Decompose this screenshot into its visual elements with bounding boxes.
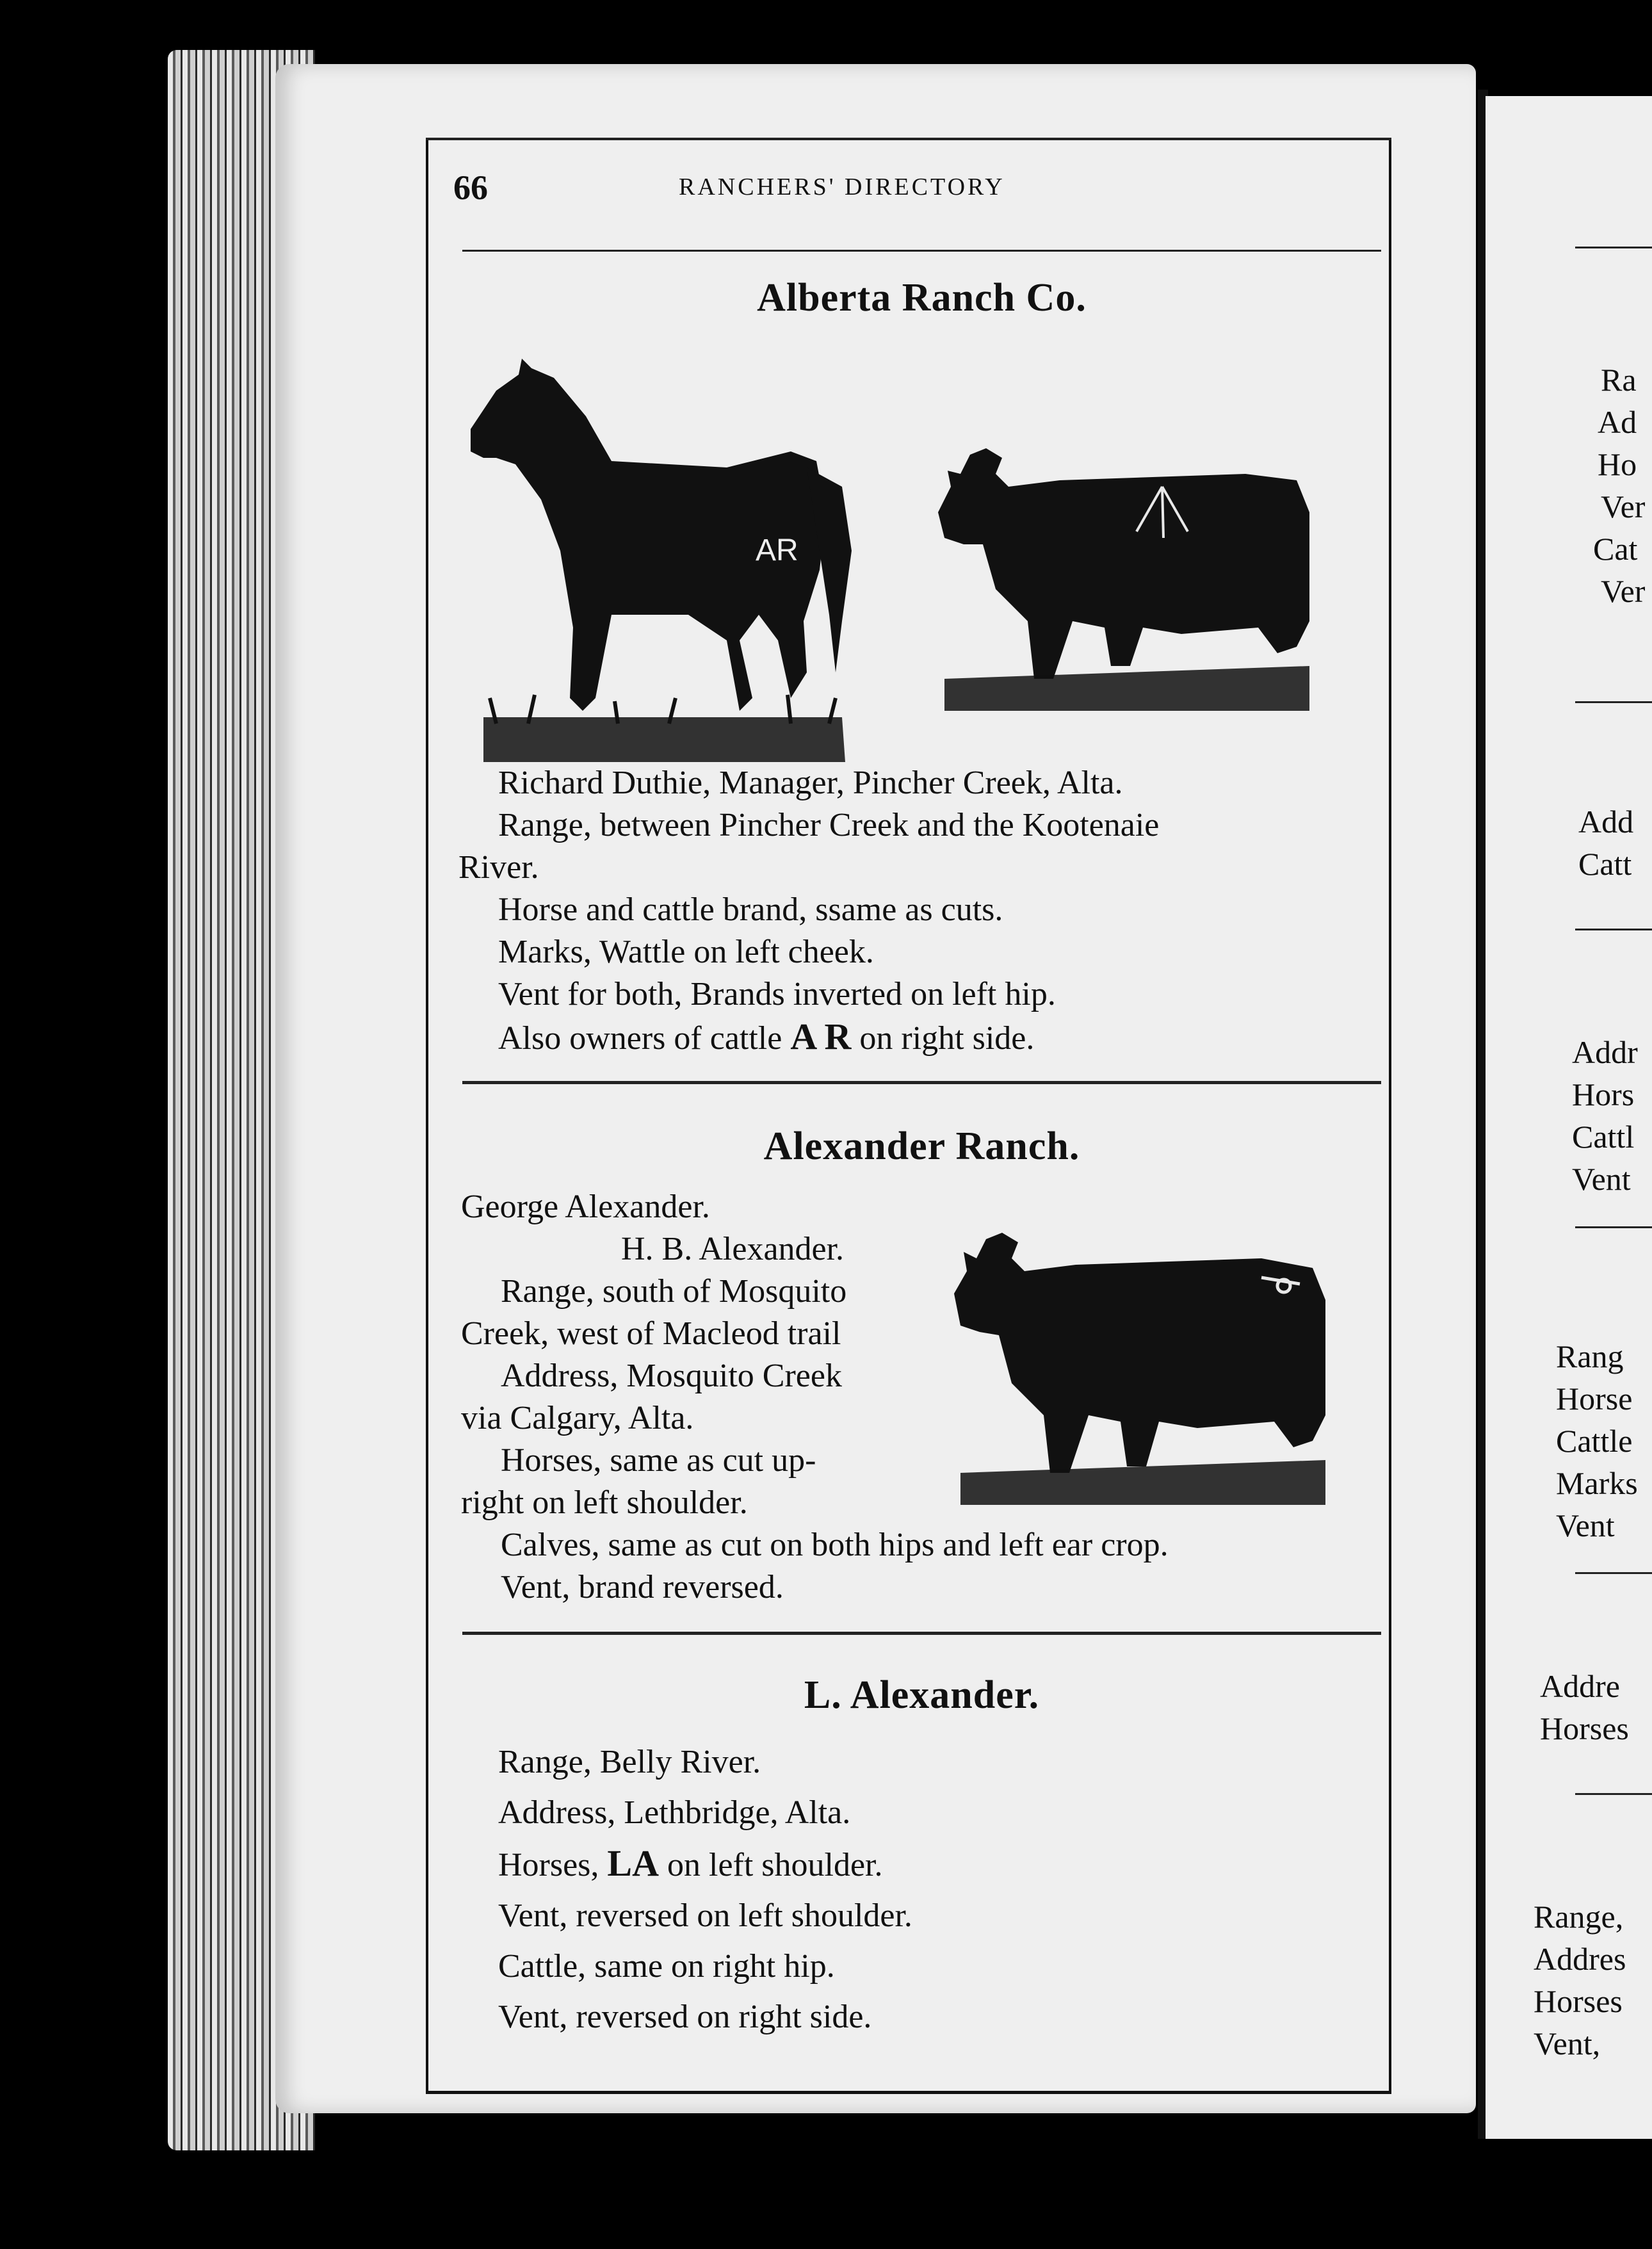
facing-fragment: Range, bbox=[1534, 1899, 1624, 1935]
facing-block-6 bbox=[1534, 1896, 1626, 2065]
facing-fragment: Vent bbox=[1572, 1161, 1631, 1197]
facing-fragment: Hors bbox=[1572, 1076, 1635, 1112]
facing-rule bbox=[1575, 1572, 1652, 1574]
running-head: RANCHERS' DIRECTORY bbox=[679, 174, 1005, 200]
entry-title: Alexander Ranch. bbox=[763, 1124, 1080, 1168]
facing-fragment: Addres bbox=[1534, 1941, 1626, 1977]
section-rule bbox=[462, 1081, 1381, 1084]
entry-title: Alberta Ranch Co. bbox=[757, 276, 1087, 320]
entry-line: Vent, reversed on left shoulder. bbox=[498, 1897, 912, 1934]
page-frame-top-rule bbox=[426, 138, 1391, 140]
facing-fragment: Vent bbox=[1556, 1507, 1615, 1543]
facing-fragment: Ver bbox=[1601, 489, 1646, 524]
entry-line bbox=[498, 1838, 912, 1890]
facing-block-3 bbox=[1572, 1031, 1638, 1200]
entry-line: Marks, Wattle on left cheek. bbox=[498, 934, 874, 970]
horse-brand-mark: AR bbox=[756, 533, 798, 567]
directory-page bbox=[275, 64, 1476, 2113]
text-after-brand: on right side. bbox=[859, 1020, 1035, 1057]
cow-illustration-1 bbox=[925, 410, 1335, 768]
facing-fragment: Vent, bbox=[1534, 2026, 1601, 2061]
entry-line: Address, Lethbridge, Alta. bbox=[498, 1794, 851, 1831]
facing-fragment: Horses bbox=[1540, 1710, 1629, 1746]
facing-block-5 bbox=[1540, 1665, 1629, 1750]
text-before-brand: Also owners of cattle bbox=[498, 1020, 782, 1057]
entry-line: Horse and cattle brand, ssame as cuts. bbox=[498, 891, 1003, 928]
text-before-brand: Horses, bbox=[498, 1847, 599, 1883]
facing-fragment: Cattl bbox=[1572, 1119, 1635, 1155]
entry-line: Vent for both, Brands inverted on left hip. bbox=[498, 976, 1056, 1012]
page-number: 66 bbox=[453, 168, 488, 207]
entry-line: Vent, brand reversed. bbox=[501, 1569, 784, 1605]
entry-line: Vent, reversed on right side. bbox=[498, 1999, 872, 2035]
entry-line: River. bbox=[458, 849, 539, 886]
entry-line: Cattle, same on right hip. bbox=[498, 1948, 835, 1985]
facing-fragment: Addr bbox=[1572, 1034, 1638, 1070]
entry-line: Creek, west of Macleod trail bbox=[461, 1315, 841, 1352]
entry-line: Range, south of Mosquito bbox=[501, 1273, 847, 1310]
entry-1-text bbox=[458, 762, 1160, 1060]
facing-fragment: Rang bbox=[1556, 1338, 1624, 1374]
facing-block-1 bbox=[1593, 359, 1646, 612]
facing-fragment: Marks bbox=[1556, 1465, 1638, 1501]
entry-title: L. Alexander. bbox=[804, 1673, 1040, 1717]
facing-fragment: Ho bbox=[1598, 446, 1637, 482]
entry-3-text bbox=[498, 1737, 912, 2042]
entry-line: Calves, same as cut on both hips and left ear crop. bbox=[501, 1527, 1169, 1563]
facing-fragment: Ra bbox=[1601, 362, 1637, 398]
facing-fragment: Horses bbox=[1534, 1983, 1623, 2019]
section-rule bbox=[462, 1632, 1381, 1635]
facing-rule bbox=[1575, 247, 1652, 248]
facing-rule bbox=[1575, 1226, 1652, 1228]
text-after-brand: on left shoulder. bbox=[667, 1847, 883, 1883]
cattle-brand: A R bbox=[790, 1016, 852, 1057]
entry-line: via Calgary, Alta. bbox=[461, 1400, 694, 1436]
facing-rule bbox=[1575, 1793, 1652, 1795]
facing-fragment: Cattle bbox=[1556, 1423, 1633, 1459]
entry-line: Horses, same as cut up- bbox=[501, 1442, 816, 1479]
cow-illustration-2 bbox=[941, 1210, 1351, 1550]
entry-line: H. B. Alexander. bbox=[621, 1231, 845, 1267]
facing-rule bbox=[1575, 929, 1652, 930]
entry-line: Range, between Pincher Creek and the Kootenaie bbox=[498, 807, 1160, 843]
facing-fragment: Horse bbox=[1556, 1381, 1633, 1417]
horse-brand: LA bbox=[607, 1842, 659, 1884]
entry-line: Range, Belly River. bbox=[498, 1744, 761, 1780]
facing-rule bbox=[1575, 701, 1652, 703]
facing-fragment: Ad bbox=[1598, 404, 1637, 440]
facing-fragment: Ver bbox=[1601, 573, 1646, 609]
entry-line: George Alexander. bbox=[461, 1189, 710, 1225]
header-rule bbox=[462, 250, 1381, 252]
entry-line bbox=[498, 1016, 1159, 1060]
entry-line: right on left shoulder. bbox=[461, 1484, 748, 1521]
facing-block-2 bbox=[1578, 800, 1633, 885]
facing-fragment: Addre bbox=[1540, 1668, 1620, 1704]
entry-line: Address, Mosquito Creek bbox=[501, 1358, 842, 1394]
horse-illustration bbox=[458, 339, 919, 800]
facing-fragment: Cat bbox=[1593, 531, 1638, 567]
facing-block-4 bbox=[1556, 1335, 1638, 1547]
facing-page bbox=[1486, 96, 1652, 2139]
facing-fragment: Add bbox=[1578, 804, 1634, 840]
facing-fragment: Catt bbox=[1578, 846, 1632, 882]
entry-line: Richard Duthie, Manager, Pincher Creek, Alta. bbox=[498, 765, 1123, 801]
